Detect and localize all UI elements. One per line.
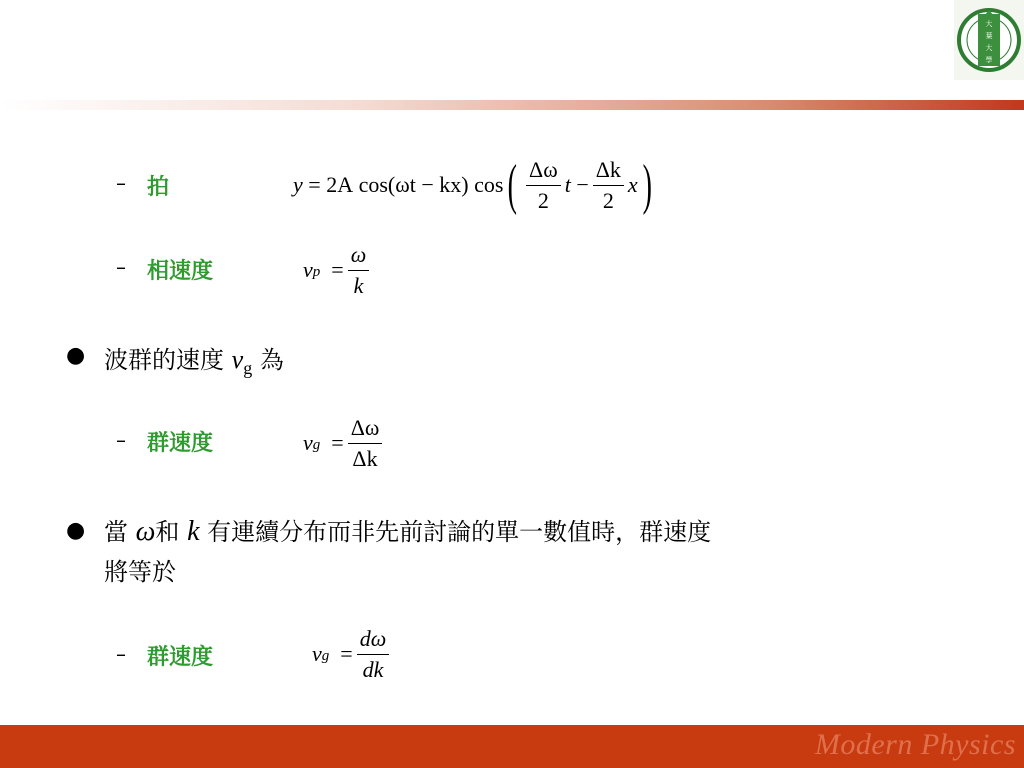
header-divider-bar	[0, 100, 1024, 110]
svg-text:大: 大	[985, 20, 993, 28]
dash-bullet: –	[116, 255, 126, 279]
bullet-continuous-distribution-line2: 將等於	[104, 558, 176, 586]
equation-group-velocity-derivative: v g = $\frac{d\omega}{dk}$	[312, 620, 393, 688]
bullet-dot: ●	[66, 343, 86, 368]
bullet-group-velocity-heading: 波群的速度 $v_g$ 為	[104, 345, 284, 378]
equation-beat: y = 2A cos(ωt − kx) cos ( $\frac{\Delta\omega}{2}$ t − $\frac{\Delta k}{2}$ x )	[293, 154, 652, 216]
footer-title: Modern Physics	[814, 728, 1016, 761]
item-label-group-velocity: 群速度	[147, 430, 214, 456]
university-logo	[954, 0, 1024, 80]
svg-text:葉: 葉	[985, 32, 993, 40]
bullet-dot: ●	[66, 518, 86, 543]
dash-bullet: –	[116, 428, 126, 452]
equation-group-velocity-delta: v g = $\frac{\Delta\omega}{\Delta k}$	[303, 408, 386, 478]
dash-bullet: –	[116, 642, 126, 666]
item-label-phase-velocity: 相速度	[147, 258, 214, 284]
item-label-beat: 拍	[147, 174, 170, 200]
bullet-continuous-distribution: 當 ω和 k 有連續分布而非先前討論的單一數值時，群速度	[104, 516, 712, 547]
item-label-group-velocity-derivative: 群速度	[147, 644, 214, 670]
dash-bullet: –	[116, 171, 126, 195]
svg-text:大: 大	[985, 44, 993, 52]
equation-phase-velocity: v p = $\frac{\omega}{k}$	[303, 236, 373, 304]
svg-text:學: 學	[985, 56, 993, 64]
